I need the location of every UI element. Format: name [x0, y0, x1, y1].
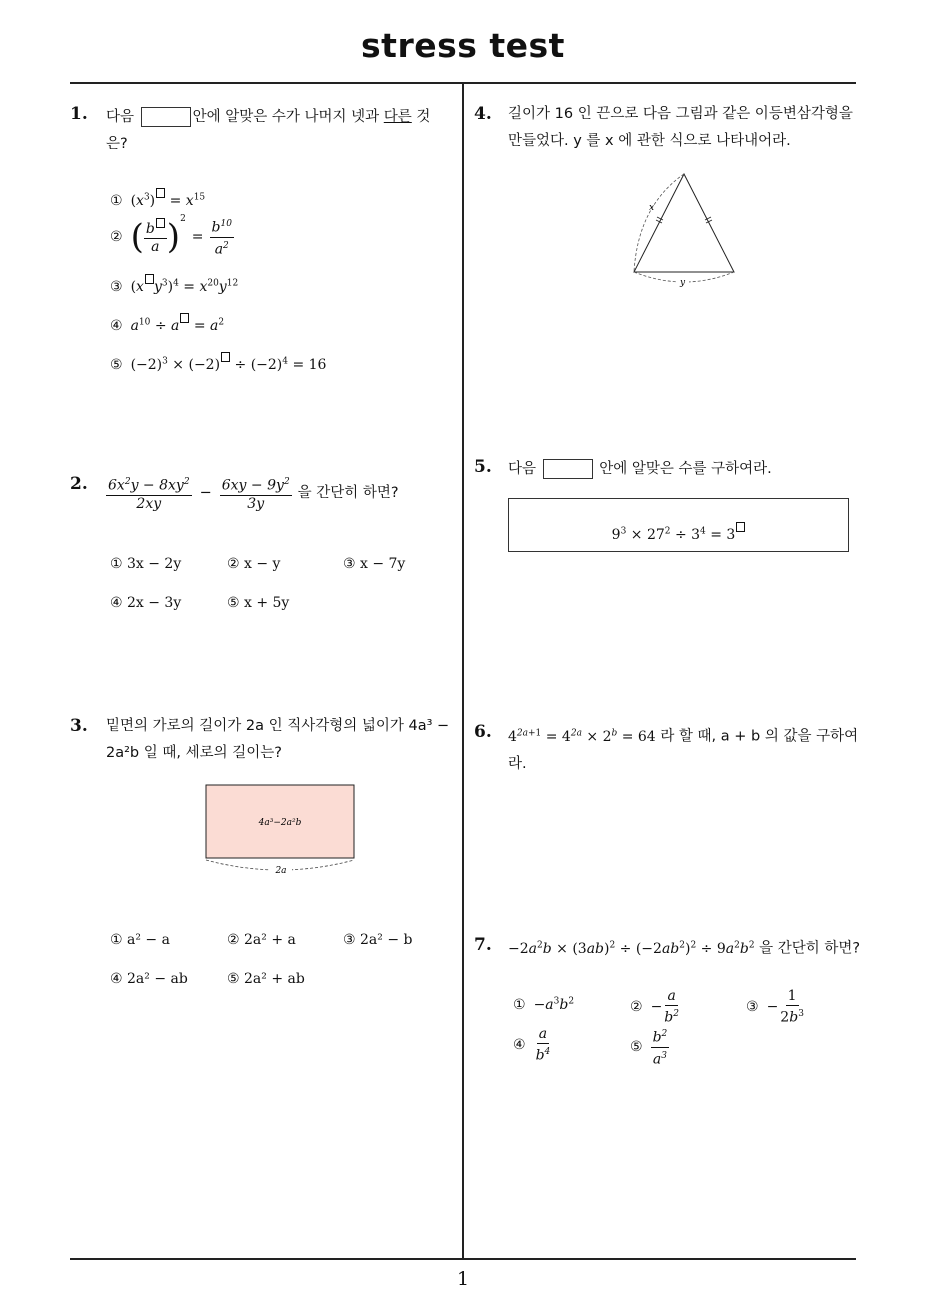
q2-option-5[interactable]: ⑤ x + 5y	[227, 595, 290, 611]
q2-option-2[interactable]: ② x − y	[227, 556, 281, 572]
q7-number: 7.	[474, 935, 492, 955]
q7-option-1[interactable]: ① $-a^3b^2$	[513, 996, 575, 1013]
q3-option-3[interactable]: ③ 2a² − b	[343, 932, 413, 948]
page-title: stress test	[361, 26, 565, 65]
q5-number: 5.	[474, 457, 492, 477]
q7-option-3[interactable]: ③ − $\frac{1}{2b^3}$	[746, 988, 804, 1026]
q1-option-1[interactable]: ① $(x^3) = x^{15}$	[110, 188, 205, 209]
q3-text: 밑면의 가로의 길이가 2a 인 직사각형의 넓이가 4a³ − 2a²b 일 때, 세로의 길이는?	[106, 718, 450, 761]
q6-number: 6.	[474, 722, 492, 742]
q4-number: 4.	[474, 104, 492, 124]
q5-equation: $9^3 \times 27^2 \div 3^4 = 3$	[508, 522, 849, 543]
q1-number: 1.	[70, 104, 88, 124]
q2-text: $\frac{6x^2y - 8xy^2}{2xy}$ − $\frac{6xy - 9y^2}{3y}$ 을 간단히 하면?	[106, 474, 399, 513]
underlined-word: 다른	[383, 109, 412, 125]
answer-blank	[543, 459, 593, 479]
footer-rule	[70, 1258, 856, 1260]
q4-text: 길이가 16 인 끈으로 다음 그림과 같은 이등변삼각형을 만들었다. y 를 x 에 관한 식으로 나타내어라.	[508, 106, 853, 149]
q3-rectangle-figure	[196, 780, 366, 880]
q2-option-3[interactable]: ③ x − 7y	[343, 556, 406, 572]
q1-option-5[interactable]: ⑤ $(-2)^3 \times (-2) \div (-2)^4 = 16$	[110, 352, 326, 373]
q2-option-4[interactable]: ④ 2x − 3y	[110, 595, 182, 611]
q1-option-2[interactable]: ② ( $\frac{b}{a}$ ) $^2$ = $\frac{b^{10}}{a^2}$	[110, 214, 232, 258]
column-divider	[462, 84, 464, 1259]
q3-option-1[interactable]: ① a² − a	[110, 932, 170, 948]
rect-base-label: 2a	[275, 866, 287, 876]
q1-option-3[interactable]: ③ (x $y^3)^4 = x^{20}y^{12}$	[110, 274, 238, 295]
q7-option-5[interactable]: ⑤ $\frac{b^2}{a^3}$	[630, 1026, 669, 1068]
triangle-label-y: y	[680, 278, 686, 288]
rect-area-label: 4a³−2a²b	[258, 818, 302, 828]
answer-blank	[141, 107, 191, 127]
q1-text: 다음 안에 알맞은 수가 나머지 넷과 다른 것 은?	[106, 109, 431, 152]
q3-option-5[interactable]: ⑤ 2a² + ab	[227, 971, 305, 987]
q2-option-1[interactable]: ① 3x − 2y	[110, 556, 182, 572]
q6-text: $4^{2a+1} = 4^{2a} \times 2^b = 64$ 라 할 때, a + b 의 값을 구하여 라.	[508, 728, 859, 772]
q4-triangle-figure	[624, 166, 744, 290]
q3-option-2[interactable]: ② 2a² + a	[227, 932, 296, 948]
q7-option-2[interactable]: ② − $\frac{a}{b^2}$	[630, 988, 679, 1026]
q1-option-4[interactable]: ④ $a^{10} \div a = a^2$	[110, 313, 224, 334]
page-number: 1	[456, 1268, 470, 1290]
q7-option-4[interactable]: ④ $\frac{a}{b^4}$	[513, 1026, 551, 1064]
q3-number: 3.	[70, 716, 88, 736]
triangle-label-x: x	[649, 203, 655, 213]
q2-number: 2.	[70, 474, 88, 494]
q3-option-4[interactable]: ④ 2a² − ab	[110, 971, 188, 987]
q5-text: 다음 안에 알맞은 수를 구하여라.	[508, 461, 772, 477]
q7-text: $-2a^2b \times (3ab)^2 \div (-2ab^2)^2 \div 9a^2b^2$ 을 간단히 하면?	[508, 940, 861, 957]
